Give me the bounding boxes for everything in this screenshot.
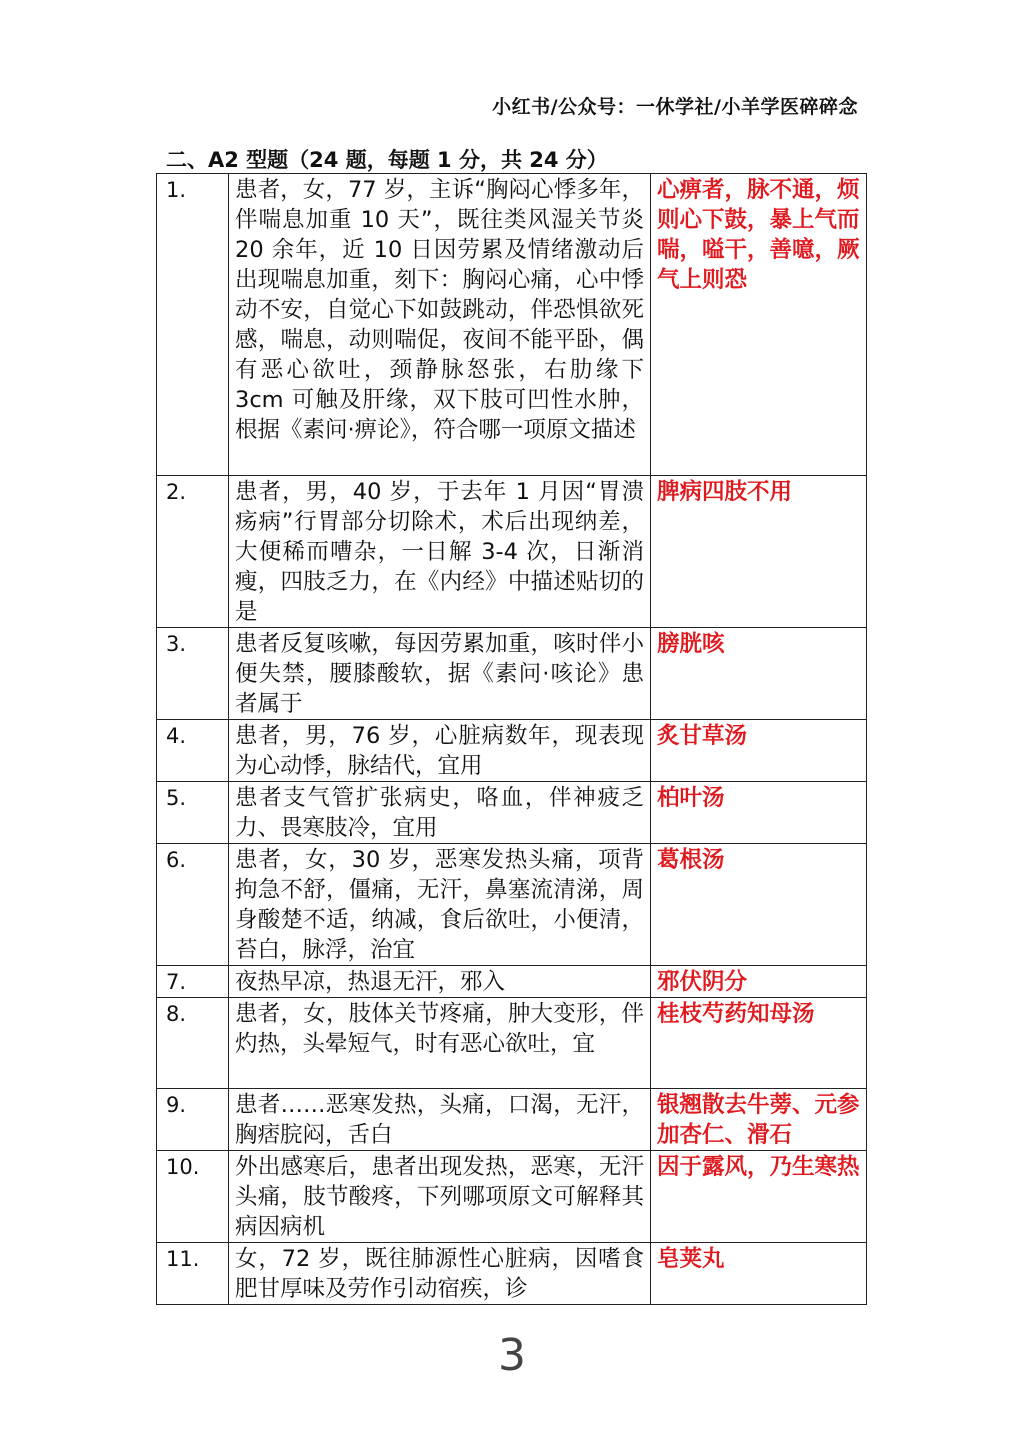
table-row [157, 476, 867, 628]
table-row [157, 1089, 867, 1151]
question-text: 女，72 岁，既往肺源性心脏病，因嗜食肥甘厚味及劳作引动宿疾，诊 [229, 1243, 651, 1305]
question-number: 11. [157, 1243, 229, 1305]
answer-text: 邪伏阴分 [651, 966, 867, 998]
page-number: 3 [498, 1330, 526, 1381]
table-row [157, 1151, 867, 1243]
answer-text: 葛根汤 [651, 844, 867, 966]
answer-text: 银翘散去牛蒡、元参加杏仁、滑石 [651, 1089, 867, 1151]
table-row [157, 998, 867, 1089]
question-text: 患者，男，40 岁，于去年 1 月因“胃溃疡病”行胃部分切除术，术后出现纳差，大便稀而嘈杂，一日解 3-4 次，日渐消瘦，四肢乏力，在《内经》中描述贴切的是 [229, 476, 651, 628]
answer-text: 膀胱咳 [651, 628, 867, 720]
table-row [157, 966, 867, 998]
question-text: 患者支气管扩张病史，咯血，伴神疲乏力、畏寒肢冷，宜用 [229, 782, 651, 844]
table-row [157, 844, 867, 966]
source-header: 小红书/公众号：一休学社/小羊学医碎碎念 [492, 96, 858, 118]
answer-text: 桂枝芍药知母汤 [651, 998, 867, 1089]
answer-text: 因于露风，乃生寒热 [651, 1151, 867, 1243]
question-number: 6. [157, 844, 229, 966]
table-row [157, 628, 867, 720]
answer-text: 脾病四肢不用 [651, 476, 867, 628]
question-number: 9. [157, 1089, 229, 1151]
question-text: 患者，女，肢体关节疼痛，肿大变形，伴灼热，头晕短气，时有恶心欲吐，宜 [229, 998, 651, 1089]
table-row [157, 720, 867, 782]
question-text: 患者，女，77 岁，主诉“胸闷心悸多年，伴喘息加重 10 天”，既往类风湿关节炎 20 余年，近 10 日因劳累及情绪激动后出现喘息加重，刻下：胸闷心痛，心中悸动不安，自觉心下如鼓跳动，伴恐惧欲死感，喘息，动则喘促，夜间不能平卧，偶有恶心欲吐，颈静脉怒张，右肋缘下 3cm 可触及肝缘，双下肢可凹性水肿，根据《素问·痹论》，符合哪一项原文描述 [229, 174, 651, 476]
question-number: 4. [157, 720, 229, 782]
answer-text: 心痹者，脉不通，烦则心下鼓，暴上气而喘，嗌干，善噫，厥气上则恐 [651, 174, 867, 476]
question-text: 患者，女，30 岁，恶寒发热头痛，项背拘急不舒，僵痛，无汗，鼻塞流清涕，周身酸楚不适，纳减，食后欲吐，小便清，苔白，脉浮，治宜 [229, 844, 651, 966]
table-row [157, 174, 867, 476]
answer-text: 炙甘草汤 [651, 720, 867, 782]
question-text: 患者……恶寒发热，头痛，口渴，无汗，胸痞脘闷，舌白 [229, 1089, 651, 1151]
table-row [157, 1243, 867, 1305]
question-text: 患者，男，76 岁，心脏病数年，现表现为心动悸，脉结代，宜用 [229, 720, 651, 782]
question-number: 1. [157, 174, 229, 476]
question-table [156, 173, 867, 1305]
question-text: 外出感寒后，患者出现发热，恶寒，无汗头痛，肢节酸疼，下列哪项原文可解释其病因病机 [229, 1151, 651, 1243]
question-number: 8. [157, 998, 229, 1089]
table-row [157, 782, 867, 844]
answer-text: 皂荚丸 [651, 1243, 867, 1305]
question-text: 患者反复咳嗽，每因劳累加重，咳时伴小便失禁，腰膝酸软，据《素问·咳论》患者属于 [229, 628, 651, 720]
section-title: 二、A2 型题（24 题，每题 1 分，共 24 分） [166, 148, 608, 172]
question-number: 2. [157, 476, 229, 628]
question-text: 夜热早凉，热退无汗，邪入 [229, 966, 651, 998]
answer-text: 柏叶汤 [651, 782, 867, 844]
question-number: 3. [157, 628, 229, 720]
question-number: 5. [157, 782, 229, 844]
question-number: 10. [157, 1151, 229, 1243]
question-number: 7. [157, 966, 229, 998]
